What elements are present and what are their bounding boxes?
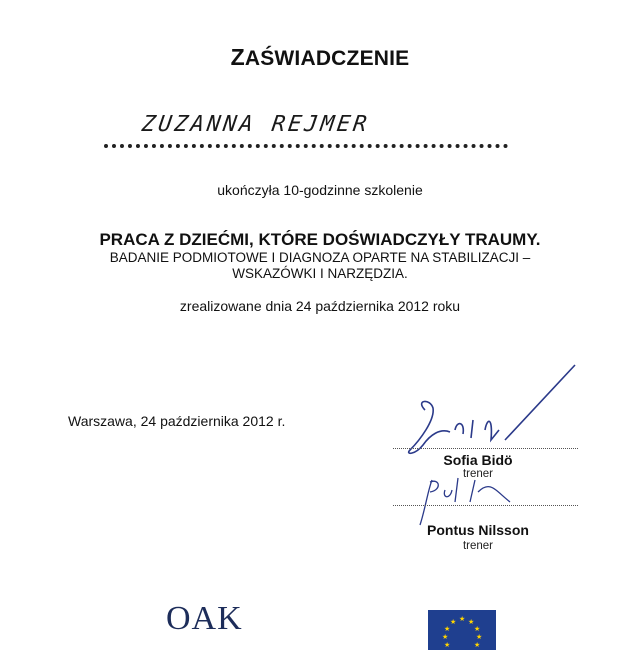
- oak-logo-text: OAK: [166, 600, 243, 637]
- place-and-date: Warszawa, 24 października 2012 r.: [68, 413, 286, 429]
- svg-text:★: ★: [474, 625, 481, 633]
- signature-2-scribble-icon: [400, 470, 580, 530]
- svg-text:★: ★: [444, 625, 451, 633]
- course-subtitle-line1: BADANIE PODMIOTOWE I DIAGNOZA OPARTE NA STABILIZACJI –: [109, 250, 531, 265]
- svg-text:★: ★: [444, 641, 451, 649]
- recipient-name-field: [104, 112, 524, 148]
- course-title: PRACA Z DZIEĆMI, KTÓRE DOŚWIADCZYŁY TRAUMY.: [99, 230, 541, 249]
- dotted-line: [104, 136, 508, 148]
- recipient-name: ZUZANNA REJMER: [140, 112, 372, 137]
- course-subtitle-line2: WSKAZÓWKI I NARZĘDZIA.: [232, 266, 408, 281]
- signature-1-scribble-icon: [395, 360, 595, 460]
- oak-logo: [166, 600, 243, 638]
- signature-1-line: [393, 448, 578, 449]
- page-title: [0, 44, 640, 71]
- signature-2-line: [393, 505, 578, 506]
- svg-text:★: ★: [474, 641, 481, 649]
- title-initial: Z: [230, 44, 245, 70]
- eu-flag-icon: [428, 610, 496, 650]
- svg-text:★: ★: [476, 633, 483, 641]
- signer-2-role: trener: [462, 540, 494, 552]
- eu-stars-icon: [428, 610, 496, 650]
- signer-2-name: Pontus Nilsson: [427, 522, 529, 538]
- signer-1-name: Sofia Bidö: [443, 452, 513, 468]
- realized-date-text: zrealizowane dnia 24 października 2012 roku: [179, 298, 461, 314]
- svg-text:★: ★: [450, 618, 457, 626]
- signer-1-role: trener: [462, 468, 494, 480]
- completed-text: ukończyła 10-godzinne szkolenie: [217, 182, 423, 198]
- svg-text:★: ★: [442, 633, 449, 641]
- title-rest: AŚWIADCZENIE: [244, 47, 410, 70]
- svg-text:★: ★: [468, 618, 475, 626]
- course-subtitle: [0, 250, 640, 282]
- svg-text:★: ★: [459, 615, 466, 623]
